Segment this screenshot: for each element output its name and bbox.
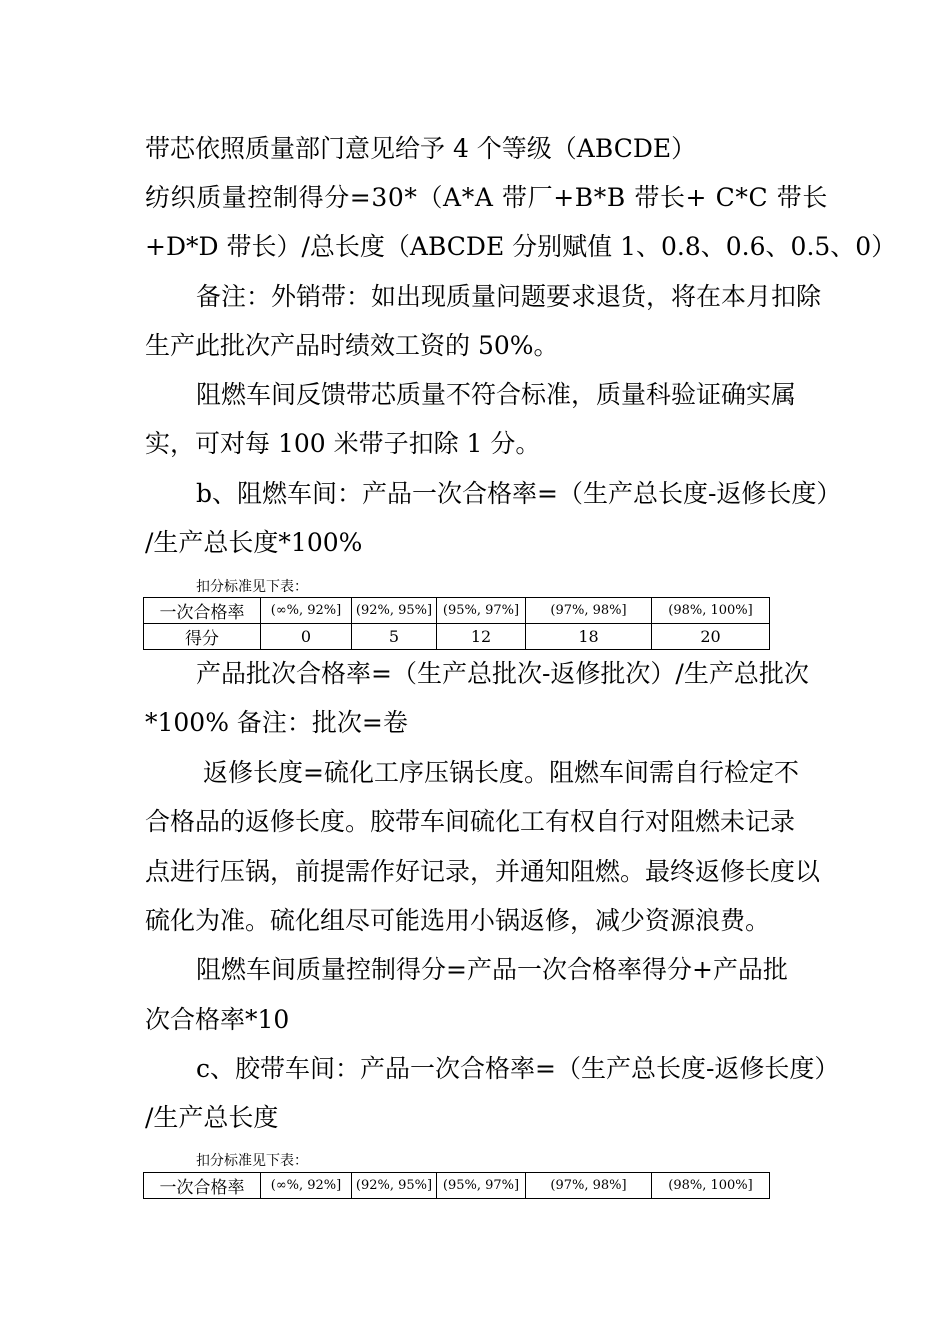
- paragraph-rework-4: 硫化为准。硫化组尽可能选用小锅返修，减少资源浪费。: [145, 906, 771, 935]
- paragraph-feedback-2: 实，可对每 100 米带子扣除 1 分。: [145, 429, 541, 458]
- table2-range-1: (∞%, 92%]: [261, 1173, 352, 1199]
- table1-score-label: 得分: [144, 624, 261, 650]
- table2-range-4: (97%, 98%]: [526, 1173, 652, 1199]
- table2-range-2: (92%, 95%]: [352, 1173, 437, 1199]
- paragraph-rework-3: 点进行压锅，前提需作好记录，并通知阻燃。最终返修长度以: [145, 857, 821, 886]
- paragraph-c-formula-2: /生产总长度: [145, 1103, 279, 1132]
- table1-score-3: 12: [437, 624, 526, 650]
- table2-range-5: (98%, 100%]: [652, 1173, 770, 1199]
- table1-range-3: (95%, 97%]: [437, 598, 526, 624]
- table1-range-1: (∞%, 92%]: [261, 598, 352, 624]
- score-table-2: [143, 1172, 770, 1199]
- paragraph-c-formula-1: c、胶带车间：产品一次合格率=（生产总长度-返修长度）: [196, 1054, 840, 1083]
- paragraph-b-formula-1: b、阻燃车间：产品一次合格率=（生产总长度-返修长度）: [196, 479, 842, 508]
- paragraph-batch-rate-1: 产品批次合格率=（生产总批次-返修批次）/生产总批次: [196, 659, 809, 688]
- table1-range-2: (92%, 95%]: [352, 598, 437, 624]
- table2-range-3: (95%, 97%]: [437, 1173, 526, 1199]
- table1-range-4: (97%, 98%]: [526, 598, 652, 624]
- table1-score-2: 5: [352, 624, 437, 650]
- paragraph-rework-1: 返修长度=硫化工序压锅长度。阻燃车间需自行检定不: [203, 758, 799, 787]
- table2-rate-row: [144, 1173, 770, 1199]
- paragraph-textile-formula-1: 纺织质量控制得分=30*（A*A 带厂+B*B 带长+ C*C 带长: [145, 183, 828, 212]
- paragraph-flame-score-2: 次合格率*10: [145, 1005, 290, 1034]
- table1-row-label: 一次合格率: [144, 598, 261, 624]
- paragraph-rework-2: 合格品的返修长度。胶带车间硫化工有权自行对阻燃未记录: [145, 807, 796, 836]
- table1-score-row: [144, 624, 770, 650]
- paragraph-grading: 带芯依照质量部门意见给予 4 个等级（ABCDE）: [145, 134, 697, 163]
- table1-score-1: 0: [261, 624, 352, 650]
- table2-row-label: 一次合格率: [144, 1173, 261, 1199]
- table1-range-5: (98%, 100%]: [652, 598, 770, 624]
- table1-score-5: 20: [652, 624, 770, 650]
- paragraph-textile-formula-2: +D*D 带长）/总长度（ABCDE 分别赋值 1、0.8、0.6、0.5、0）: [145, 232, 897, 261]
- paragraph-flame-score-1: 阻燃车间质量控制得分=产品一次合格率得分+产品批: [196, 955, 788, 984]
- paragraph-note-export-2: 生产此批次产品时绩效工资的 50%。: [145, 331, 559, 360]
- table2-caption: 扣分标准见下表：: [196, 1153, 308, 1169]
- paragraph-note-export-1: 备注：外销带：如出现质量问题要求退货，将在本月扣除: [196, 282, 822, 311]
- table1-score-4: 18: [526, 624, 652, 650]
- table1-rate-row: [144, 598, 770, 624]
- table1-caption: 扣分标准见下表：: [196, 579, 308, 595]
- paragraph-batch-rate-2: *100% 备注：批次=卷: [145, 708, 408, 737]
- paragraph-feedback-1: 阻燃车间反馈带芯质量不符合标准，质量科验证确实属: [196, 380, 797, 409]
- paragraph-b-formula-2: /生产总长度*100%: [145, 528, 363, 557]
- score-table-1: [143, 597, 770, 650]
